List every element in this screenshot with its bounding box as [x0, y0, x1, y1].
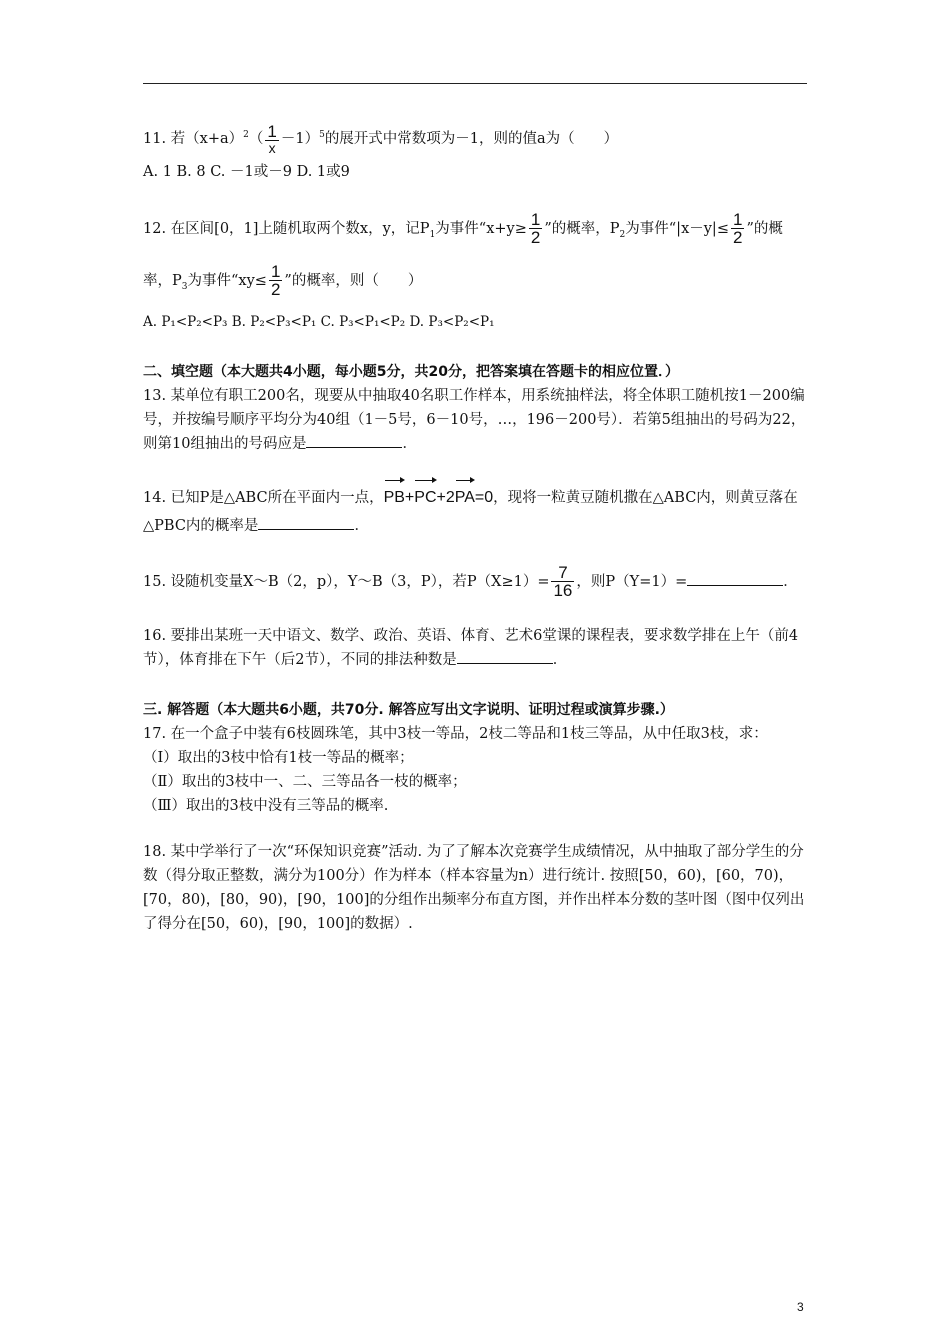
- section-3-heading: 三. 解答题（本大题共6小题，共70分. 解答应写出文字说明、证明过程或演算步骤.）: [143, 701, 674, 718]
- question-14: 14. 已知P是△ABC所在平面内一点，PB+PC+2PA=0，现将一粒黄豆随机撒在△ABC内，则黄豆落在△PBC内的概率是 ．: [143, 478, 807, 540]
- section-2-heading: 二、填空题（本大题共4小题，每小题5分，共20分，把答案填在答题卡的相应位置．）: [143, 363, 679, 380]
- q17-part-2: （Ⅱ）取出的3枝中一、二、三等品各一枝的概率；: [143, 773, 467, 790]
- fraction-one-half: $\frac{1}{2}$: [732, 210, 743, 248]
- q17-part-3: （Ⅲ）取出的3枝中没有三等品的概率.: [143, 797, 389, 814]
- exam-page: [143, 118, 807, 958]
- fraction-7-over-16: $\frac{7}{16}$: [553, 563, 573, 601]
- answer-blank[interactable]: [306, 433, 402, 448]
- fraction-one-half: $\frac{1}{2}$: [270, 262, 281, 300]
- fraction-one-half: $\frac{1}{2}$: [530, 210, 541, 248]
- question-11: [143, 118, 807, 184]
- vector-pb: PB: [384, 478, 405, 512]
- answer-blank[interactable]: [457, 649, 553, 664]
- q11-options: A. 1 B. 8 C. －1或－9 D. 1或9: [143, 163, 350, 180]
- question-13: 13. 某单位有职工200名，现要从中抽取40名职工作样本，用系统抽样法，将全体职工随机按1－200编号，并按编号顺序平均分为40组（1－5号，6－10号，…，196－200号）．若第5组抽出的号码为22，则第10组抽出的号码应是 ．: [143, 387, 806, 452]
- q11-stem: 11. 若$(x+a)^2$（ $\frac{1}{x}$ －1）$^5$的展开式中常数项为－1，则的值a为（ ）: [143, 121, 619, 156]
- question-17: [143, 722, 807, 818]
- q17-stem: 17. 在一个盒子中装有6枝圆珠笔，其中3枝一等品，2枝二等品和1枝三等品，从中任取3枝，求：: [143, 725, 768, 742]
- q12-stem: 12. 在区间[0，1]上随机取两个数x，y，记$P_1$为事件“x+y≥ $\frac{1}{2}$ ”的概率，$P_2$为事件“|x－y|≤ $\frac{1}{2}$ ”的概率，$P_3$为事件“xy≤ $\frac{1}{2}$ ”的概率，则（ ）: [143, 210, 783, 300]
- fraction-1-over-x: $\frac{1}{x}$: [267, 121, 277, 156]
- vector-pc: PC: [414, 478, 436, 512]
- question-18: 18. 某中学举行了一次“环保知识竞赛”活动. 为了了解本次竞赛学生成绩情况，从中抽取了部分学生的分数（得分取正整数，满分为100分）作为样本（样本容量为n）进行统计. 按照[50，60)，[60，70)，[70，80)，[80，90)，[90，100]的分组作出频率分布直方图，并作出样本分数的茎叶图（图中仅列出了得分在[50，60)，[90，100]的数据）.: [143, 843, 805, 932]
- q12-options: A. P₁<P₂<P₃ B. P₂<P₃<P₁ C. P₃<P₁<P₂ D. P₃<P₂<P₁: [143, 313, 495, 330]
- page-number: 3: [797, 1300, 804, 1314]
- vector-pa: PA: [455, 478, 475, 512]
- header-rule: [143, 83, 807, 84]
- question-16: 16. 要排出某班一天中语文、数学、政治、英语、体育、艺术6堂课的课程表，要求数学排在上午（前4节），体育排在下午（后2节），不同的排法种数是 ．: [143, 627, 799, 668]
- q17-part-1: （Ⅰ）取出的3枝中恰有1枝一等品的概率；: [143, 749, 414, 766]
- answer-blank[interactable]: [258, 515, 354, 530]
- question-12: [143, 206, 807, 334]
- answer-blank[interactable]: [687, 571, 783, 586]
- question-15: 15. 设随机变量X～B（2，p），Y～B（3，P），若P（X≥1）= $\frac{7}{16}$ ，则P（Y=1）= ．: [143, 563, 798, 601]
